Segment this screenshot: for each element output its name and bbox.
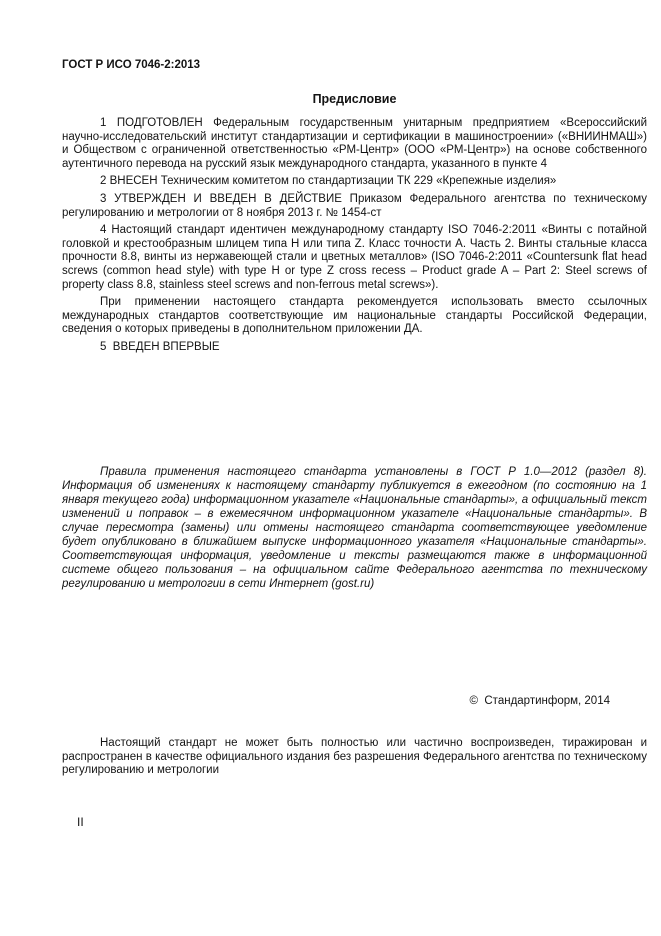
clause-2-submitted: 2 ВНЕСЕН Техническим комитетом по стандартизации ТК 229 «Крепежные изделия» [100, 175, 557, 188]
clause-4-identity: 4 Настоящий стандарт идентичен международному стандарту ISO 7046-2:2011 «Винты с потайной головкой и крестообразным шлицем типа H или типа Z. Класс точности А. Часть 2. Винты стальные класса прочности 8.8, винты из нержавеющей стали и цветных металлов» (ISO 7046-2:2011 «Countersunk flat head screws (common head style) with type H or type Z cross recess – Product grade A – Part 2: Steel screws of property class 8.8, stainless steel screws and non-ferrous metal screws»). [62, 224, 651, 291]
clause-5-introduced: 5 ВВЕДЕН ВПЕРВЫЕ [100, 340, 220, 353]
standard-code: ГОСТ Р ИСО 7046-2:2013 [62, 59, 201, 71]
copyright-line: © Стандартинформ, 2014 [469, 694, 610, 707]
clause-recommendation: При применении настоящего стандарта рекомендуется использовать вместо ссылочных международных стандартов соответствующие им национальные стандарты Российской Федерации, сведения о которых приведены в дополнительном приложении ДА. [62, 296, 651, 336]
clause-1-prepared: 1 ПОДГОТОВЛЕН Федеральным государственным унитарным предприятием «Всероссийский научно-исследовательский институт стандартизации и сертификации в машиностроении» («ВНИИНМАШ») и Обществом с ограниченной ответственностью «РМ-Центр» (ООО «РМ-Центр») на основе собственного аутентичного перевода на русский язык международного стандарта, указанного в пункте 4 [62, 117, 651, 170]
clause-3-approved: 3 УТВЕРЖДЕН И ВВЕДЕН В ДЕЙСТВИЕ Приказом Федерального агентства по техническому регулированию и метрологии от 8 ноября 2013 г. № 1454-ст [62, 192, 651, 219]
reproduction-restriction: Настоящий стандарт не может быть полностью или частично воспроизведен, тиражирован и распространен в качестве официального издания без разрешения Федерального агентства по техническому регулированию и метрологии [62, 737, 651, 777]
page-number: II [77, 814, 84, 829]
application-rules-note: Правила применения настоящего стандарта установлены в ГОСТ Р 1.0—2012 (раздел 8). Информация об изменениях к настоящему стандарту публикуется в ежегодном (по состоянию на 1 января текущего года) информационном указателе «Национальные стандарты», а официальный текст изменений и поправок – в ежемесячном информационном указателе «Национальные стандарты». В случае пересмотра (замены) или отмены настоящего стандарта соответствующее уведомление будет опубликовано в ближайшем выпуске информационного указателя «Национальные стандарты». Соответствующая информация, уведомление и тексты размещаются также в информационной системе общего пользования – на официальном сайте Федерального агентства по техническому регулированию и метрологии в сети Интернет (gost.ru) [62, 465, 647, 590]
preface-title: Предисловие [312, 92, 397, 106]
